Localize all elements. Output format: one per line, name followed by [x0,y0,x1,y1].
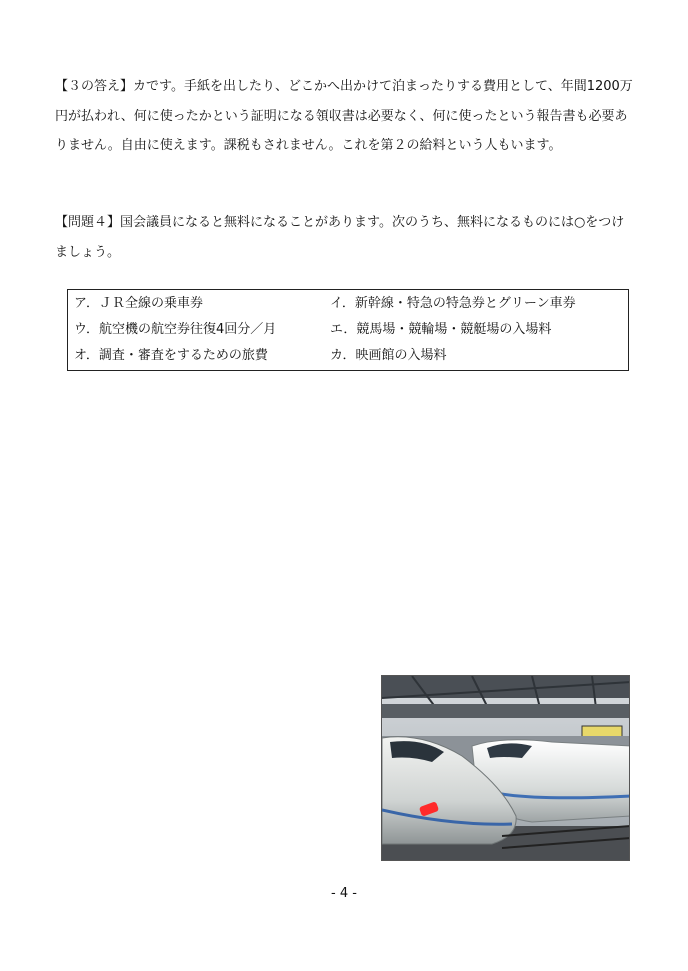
choices-box [67,289,629,371]
choice-i: イ．新幹線・特急の特急券とグリーン車券 [330,296,576,311]
shinkansen-photo [381,675,630,861]
question-paragraph: 【問題４】国会議員になると無料になることがあります。次のうち、無料になるものには○をつけましょう。 [55,215,625,260]
choice-u: ウ．航空機の航空券往復4回分／月 [74,322,277,337]
shinkansen-illustration [382,676,630,861]
choice-a: ア．ＪＲ全線の乗車券 [74,296,203,311]
choice-e: エ．競馬場・競輪場・競艇場の入場料 [330,322,552,337]
page-number: - 4 - [331,886,357,901]
choice-ka: カ．映画館の入場料 [330,348,447,363]
answer-paragraph: 【３の答え】カです。手紙を出したり、どこかへ出かけて泊まったりする費用として、年間1200万円が払われ、何に使ったかという証明になる領収書は必要なく、何に使ったという報告書も必要ありません。自由に使えます。課税もされません。これを第２の給料という人もいます。 [55,79,633,153]
choice-o: オ．調査・審査をするための旅費 [74,348,268,363]
